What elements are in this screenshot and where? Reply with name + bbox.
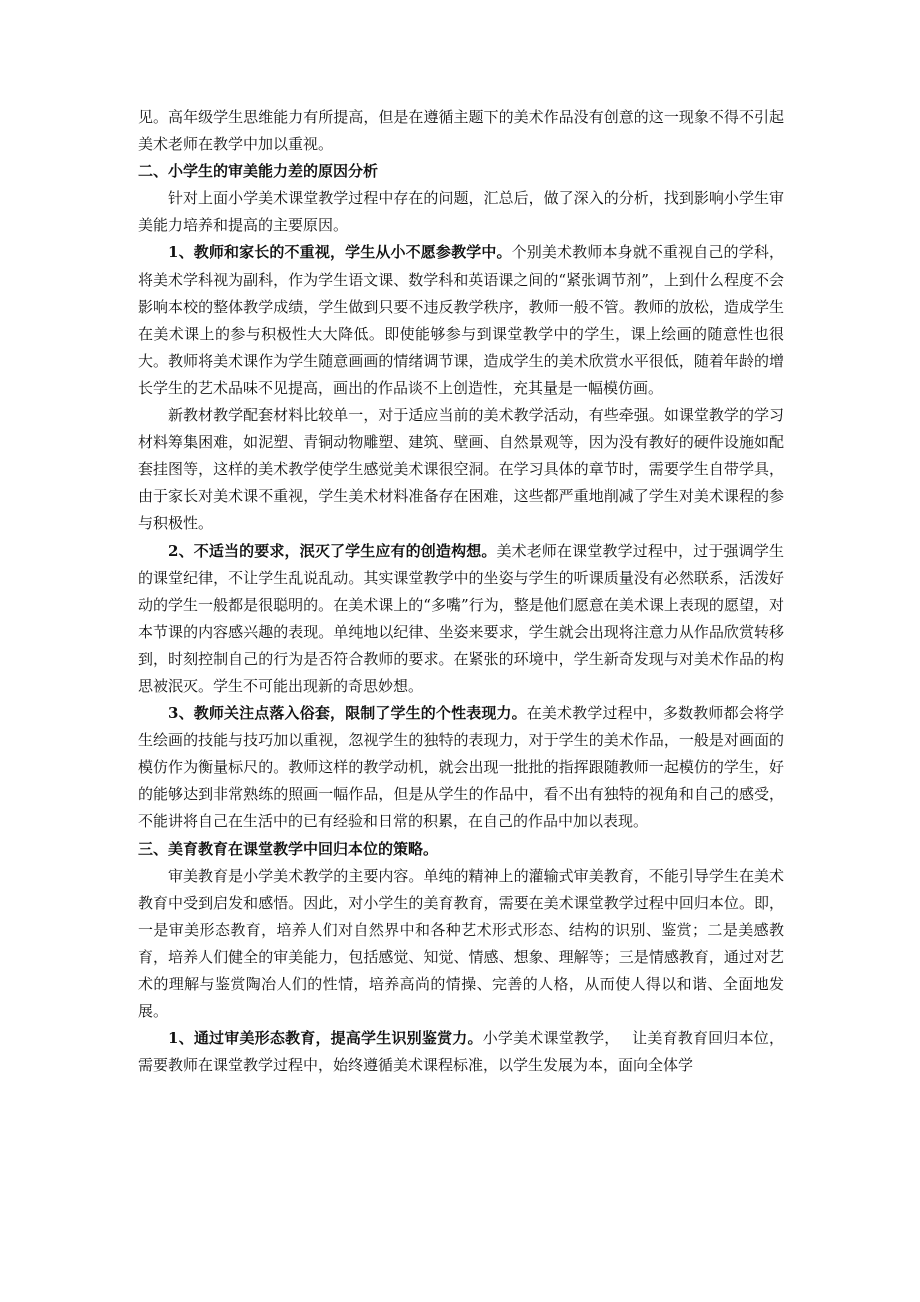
paragraph-reason-1 <box>138 239 784 402</box>
section-heading-3: 三、美育教育在课堂教学中回归本位的策略。 <box>138 839 439 858</box>
reason-2-text: 美术老师在课堂教学过程中，过于强调学生的课堂纪律，不让学生乱说乱动。其实课堂教学中的坐姿与学生的听课质量没有必然联系，活泼好动的学生一般都是很聪明的。在美术课上的“多嘴”行为，整是他们愿意在美术课上表现的愿望，对本节课的内容感兴趣的表现。单纯地以纪律、坐姿来要求，学生就会出现将注意力从作品欣赏转移到，时刻控制自己的行为是否符合教师的要求。在紧张的环境中，学生新奇发现与对美术作品的构思被泯灭。学生不可能出现新的奇思妙想。 <box>138 541 784 695</box>
paragraph-materials: 新教材教学配套材料比较单一，对于适应当前的美术教学活动，有些牵强。如课堂教学的学习材料筹集困难，如泥塑、青铜动物雕塑、建筑、壁画、自然景观等，因为没有教好的硬件设施如配套挂图等，这样的美术教学使学生感觉美术课很空洞。在学习具体的章节时，需要学生自带学具，由于家长对美术课不重视，学生美术材料准备存在困难，这些都严重地削减了学生对美术课程的参与积极性。 <box>138 406 784 533</box>
paragraph-aesthetic-education: 审美教育是小学美术教学的主要内容。单纯的精神上的灌输式审美教育，不能引导学生在美术教育中受到启发和感悟。因此，对小学生的美育教育，需要在美术课堂教学过程中回归本位。即，一是审美形态教育，培养人们对自然界中和各种艺术形式形态、结构的识别、鉴赏；二是美感教育，培养人们健全的审美能力，包括感觉、知觉、情感、想象、理解等；三是情感教育，通过对艺术的理解与鉴赏陶冶人们的性情，培养高尚的情操、完善的人格，从而使人得以和谐、全面地发展。 <box>138 866 784 1021</box>
reason-2-title: 2、不适当的要求，泯灭了学生应有的创造构想。 <box>168 541 497 560</box>
paragraph-intro: 针对上面小学美术课堂教学过程中存在的问题，汇总后，做了深入的分析，找到影响小学生审美能力培养和提高的主要原因。 <box>138 189 784 235</box>
reason-1-title: 1、教师和家长的不重视，学生从小不愿参教学中。 <box>168 243 512 262</box>
document-page <box>138 104 784 1079</box>
strategy-1-text: 小学美术课堂教学， 让美育教育回归本位，需要教师在课堂教学过程中，始终遵循美术课程标准，以学生发展为本，面向全体学 <box>138 1029 784 1075</box>
paragraph-reason-2 <box>138 538 784 701</box>
strategy-1-title: 1、通过审美形态教育，提高学生识别鉴赏力。 <box>168 1029 483 1048</box>
paragraph-continuation: 见。高年级学生思维能力有所提高，但是在遵循主题下的美术作品没有创意的这一现象不得不引起美术老师在教学中加以重视。 <box>138 108 784 154</box>
reason-1-text: 个别美术教师本身就不重视自己的学科，将美术学科视为副科，作为学生语文课、数学科和英语课之间的“紧张调节剂”，上到什么程度不会影响本校的整体教学成绩，学生做到只要不违反教学秩序，教师一般不管。教师的放松，造成学生在美术课上的参与积极性大大降低。即使能够参与到课堂教学中的学生，课上绘画的随意性也很大。教师将美术课作为学生随意画画的情绪调节课，造成学生的美术欣赏水平很低，随着年龄的增长学生的艺术品味不见提高，画出的作品谈不上创造性，充其量是一幅模仿画。 <box>138 243 784 397</box>
paragraph-strategy-1 <box>138 1025 784 1079</box>
section-heading-2: 二、小学生的审美能力差的原因分析 <box>138 162 379 181</box>
reason-3-text: 在美术教学过程中，多数教师都会将学生绘画的技能与技巧加以重视，忽视学生的独特的表现力，对于学生的美术作品，一般是对画面的模仿作为衡量标尺的。教师这样的教学动机，就会出现一批批的指挥跟随教师一起模仿的学生，好的能够达到非常熟练的照画一幅作品，但是从学生的作品中，看不出有独特的视角和自己的感受，不能讲将自己在生活中的已有经验和日常的积累，在自己的作品中加以表现。 <box>138 704 784 831</box>
reason-3-title: 3、教师关注点落入俗套，限制了学生的个性表现力。 <box>168 704 527 723</box>
paragraph-reason-3 <box>138 700 784 835</box>
